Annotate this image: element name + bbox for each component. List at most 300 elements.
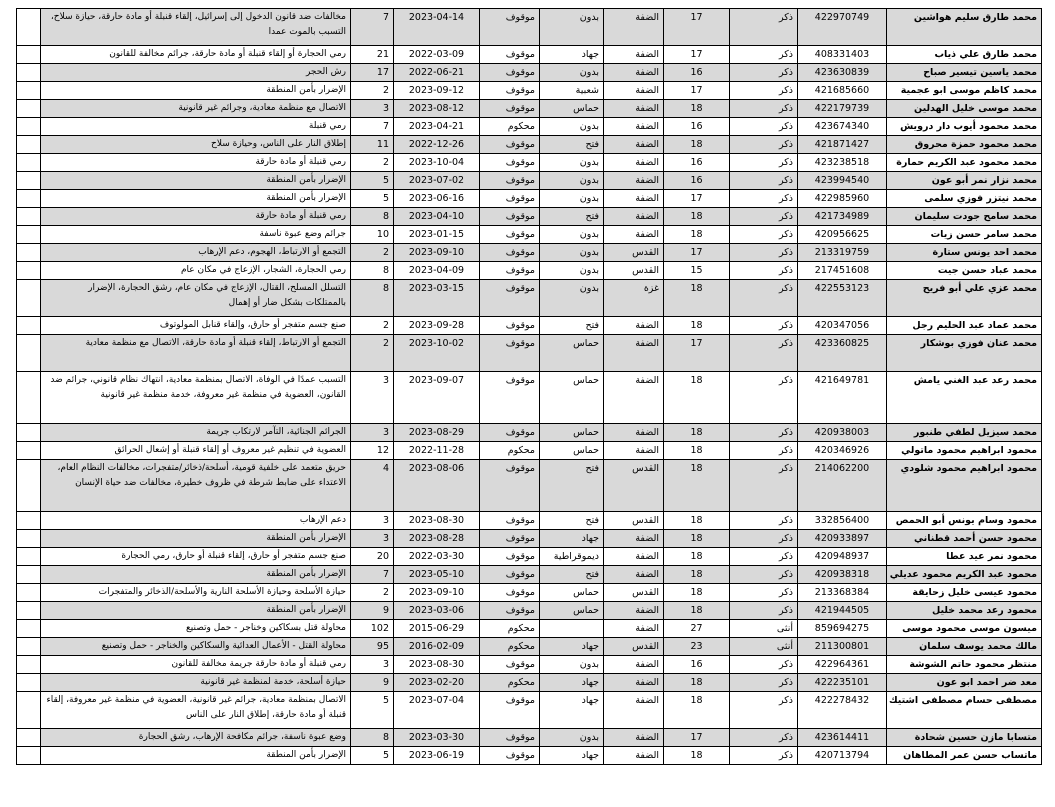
blank-margin-cell [17,172,41,190]
id-number-cell: 423674340 [798,118,887,136]
arrest-date-cell: 2023-08-06 [394,460,480,512]
arrest-date-cell: 2023-09-07 [394,372,480,424]
gender-cell: ذكر [730,118,798,136]
age-cell: 17 [664,46,730,64]
count-cell: 2 [351,335,394,372]
arrest-date-cell: 2023-04-09 [394,262,480,280]
blank-margin-cell [17,566,41,584]
arrest-date-cell: 2023-03-30 [394,729,480,747]
region-cell: الضفة [604,656,664,674]
detainee-name-cell: محمد طارق سليم هواشين [887,9,1042,46]
charges-cell: رمي الحجارة، الشجار، الإزعاج في مكان عام [41,262,351,280]
table-row [17,226,1042,244]
table-row [17,100,1042,118]
status-cell: موقوف [480,190,540,208]
table-row [17,372,1042,424]
detainee-name-cell: محمد محمود عبد الكريم حمارة [887,154,1042,172]
blank-margin-cell [17,512,41,530]
age-cell: 16 [664,154,730,172]
table-row [17,317,1042,335]
detainee-name-cell: متسابا مازن حسين شحادة [887,729,1042,747]
status-cell: موقوف [480,100,540,118]
table-row [17,512,1042,530]
arrest-date-cell: 2022-12-26 [394,136,480,154]
table-row [17,190,1042,208]
status-cell: محكوم [480,442,540,460]
blank-margin-cell [17,190,41,208]
blank-margin-cell [17,442,41,460]
age-cell: 17 [664,335,730,372]
affiliation-cell: جهاد [540,638,604,656]
detainee-name-cell: محمد سيزيل لطفي طنبور [887,424,1042,442]
blank-margin-cell [17,100,41,118]
affiliation-cell: فتح [540,460,604,512]
age-cell: 17 [664,190,730,208]
affiliation-cell: بدون [540,172,604,190]
gender-cell: ذكر [730,82,798,100]
id-number-cell: 213368384 [798,584,887,602]
table-body [17,9,1042,765]
status-cell: موقوف [480,584,540,602]
arrest-date-cell: 2023-06-19 [394,747,480,765]
id-number-cell: 422179739 [798,100,887,118]
region-cell: الضفة [604,442,664,460]
affiliation-cell: بدون [540,656,604,674]
arrest-date-cell: 2023-08-30 [394,656,480,674]
gender-cell: ذكر [730,190,798,208]
table-row [17,9,1042,46]
gender-cell: أنثى [730,638,798,656]
age-cell: 18 [664,602,730,620]
region-cell: الضفة [604,118,664,136]
gender-cell: ذكر [730,317,798,335]
status-cell: محكوم [480,620,540,638]
age-cell: 17 [664,9,730,46]
gender-cell: ذكر [730,584,798,602]
region-cell: القدس [604,244,664,262]
id-number-cell: 420938318 [798,566,887,584]
affiliation-cell: بدون [540,226,604,244]
region-cell: الضفة [604,82,664,100]
table-row [17,442,1042,460]
table-row [17,82,1042,100]
charges-cell: صنع جسم متفجر أو حارق، وإلقاء قنابل المولوتوف [41,317,351,335]
age-cell: 18 [664,442,730,460]
blank-margin-cell [17,46,41,64]
region-cell: الضفة [604,424,664,442]
charges-cell: الإضرار بأمن المنطقة [41,172,351,190]
detainee-name-cell: محمد عباد حسن جيت [887,262,1042,280]
blank-margin-cell [17,674,41,692]
gender-cell: أنثى [730,620,798,638]
arrest-date-cell: 2023-02-20 [394,674,480,692]
id-number-cell: 420347056 [798,317,887,335]
charges-cell: دعم الإرهاب [41,512,351,530]
table-row [17,747,1042,765]
count-cell: 2 [351,154,394,172]
age-cell: 17 [664,729,730,747]
charges-cell: رمي قنبلة أو مادة حارقة [41,154,351,172]
region-cell: الضفة [604,208,664,226]
count-cell: 8 [351,262,394,280]
charges-cell: مخالفات ضد قانون الدخول إلى إسرائيل، إلقاء قنبلة أو مادة حارقة، حيازة سلاح، التسبب بالموت عمدا [41,9,351,46]
count-cell: 12 [351,442,394,460]
count-cell: 11 [351,136,394,154]
region-cell: الضفة [604,64,664,82]
detainee-name-cell: محمد نيتزر فوزي سلمى [887,190,1042,208]
blank-margin-cell [17,638,41,656]
age-cell: 18 [664,692,730,729]
charges-cell: رمي الحجارة أو إلقاء قنبلة أو مادة حارقة، جرائم مخالفة للقانون [41,46,351,64]
id-number-cell: 422985960 [798,190,887,208]
affiliation-cell: جهاد [540,747,604,765]
gender-cell: ذكر [730,530,798,548]
charges-cell: التجمع أو الارتباط، الهجوم، دعم الإرهاب [41,244,351,262]
arrest-date-cell: 2023-09-12 [394,82,480,100]
charges-cell: وضع عبوة ناسفة، جرائم مكافحة الإرهاب، رشق الحجارة [41,729,351,747]
blank-margin-cell [17,118,41,136]
detainee-name-cell: محمد طارق علي ذياب [887,46,1042,64]
detainee-name-cell: ميسون موسى محمود موسى [887,620,1042,638]
id-number-cell: 421649781 [798,372,887,424]
status-cell: موقوف [480,692,540,729]
status-cell: موقوف [480,372,540,424]
status-cell: موقوف [480,530,540,548]
blank-margin-cell [17,9,41,46]
age-cell: 18 [664,566,730,584]
status-cell: موقوف [480,46,540,64]
count-cell: 3 [351,530,394,548]
detainee-name-cell: محمد سامر حسن زيات [887,226,1042,244]
arrest-date-cell: 2023-06-16 [394,190,480,208]
arrest-date-cell: 2022-11-28 [394,442,480,460]
charges-cell: الجرائم الجنائية، التآمر لارتكاب جريمة [41,424,351,442]
affiliation-cell: فتح [540,512,604,530]
status-cell: موقوف [480,512,540,530]
count-cell: 2 [351,584,394,602]
region-cell: القدس [604,512,664,530]
region-cell: الضفة [604,226,664,244]
region-cell: الضفة [604,46,664,64]
arrest-date-cell: 2023-07-04 [394,692,480,729]
age-cell: 18 [664,424,730,442]
charges-cell: الاتصال مع منظمة معادية، وجرائم غير قانونية [41,100,351,118]
table-row [17,548,1042,566]
status-cell: موقوف [480,460,540,512]
status-cell: موقوف [480,280,540,317]
arrest-date-cell: 2023-09-10 [394,244,480,262]
detainee-name-cell: محمد عزي علي أبو فريح [887,280,1042,317]
status-cell: موقوف [480,747,540,765]
arrest-date-cell: 2023-10-02 [394,335,480,372]
region-cell: الضفة [604,729,664,747]
region-cell: الضفة [604,372,664,424]
status-cell: موقوف [480,226,540,244]
status-cell: موقوف [480,566,540,584]
affiliation-cell: حماس [540,335,604,372]
affiliation-cell: حماس [540,442,604,460]
gender-cell: ذكر [730,424,798,442]
age-cell: 18 [664,460,730,512]
table-row [17,424,1042,442]
table-row [17,620,1042,638]
blank-margin-cell [17,692,41,729]
charges-cell: رش الحجر [41,64,351,82]
arrest-date-cell: 2023-01-15 [394,226,480,244]
charges-cell: التسلل المسلح، القتال، الإزعاج في مكان عام، رشق الحجارة، الإضرار بالممتلكات بشكل ضار أو إهمال [41,280,351,317]
arrest-date-cell: 2023-08-12 [394,100,480,118]
table-row [17,208,1042,226]
arrest-date-cell: 2022-03-09 [394,46,480,64]
charges-cell: التسبب عمدًا في الوفاة، الاتصال بمنظمة معادية، انتهاك نظام قانوني، جرائم ضد القانون، العضوية في منظمة غير معروفة، خدمة منظمة غير قانونية [41,372,351,424]
detainee-name-cell: محمود ابراهيم محمود شلودي [887,460,1042,512]
blank-margin-cell [17,602,41,620]
detainee-name-cell: محمود عبد الكريم محمود عديلي [887,566,1042,584]
gender-cell: ذكر [730,674,798,692]
detainee-name-cell: محمود رعد محمد خليل [887,602,1042,620]
affiliation-cell: جهاد [540,530,604,548]
charges-cell: رمي قنبلة أو مادة حارقة [41,208,351,226]
affiliation-cell: بدون [540,729,604,747]
blank-margin-cell [17,335,41,372]
arrest-date-cell: 2022-03-30 [394,548,480,566]
count-cell: 10 [351,226,394,244]
table-row [17,729,1042,747]
id-number-cell: 420346926 [798,442,887,460]
age-cell: 18 [664,317,730,335]
age-cell: 16 [664,64,730,82]
region-cell: الضفة [604,530,664,548]
count-cell: 5 [351,747,394,765]
charges-cell: محاولة قتل بسكاكين وخناجر - حمل وتصنيع [41,620,351,638]
table-row [17,244,1042,262]
count-cell: 5 [351,190,394,208]
id-number-cell: 214062200 [798,460,887,512]
affiliation-cell: بدون [540,280,604,317]
gender-cell: ذكر [730,280,798,317]
status-cell: موقوف [480,64,540,82]
table-row [17,154,1042,172]
detainee-name-cell: محمد احد يونس ستارة [887,244,1042,262]
gender-cell: ذكر [730,46,798,64]
blank-margin-cell [17,64,41,82]
affiliation-cell: جهاد [540,674,604,692]
region-cell: الضفة [604,602,664,620]
charges-cell: الإضرار بأمن المنطقة [41,190,351,208]
count-cell: 17 [351,64,394,82]
id-number-cell: 420933897 [798,530,887,548]
region-cell: الضفة [604,692,664,729]
age-cell: 23 [664,638,730,656]
detainee-name-cell: محمد ياسين تيسير صباح [887,64,1042,82]
gender-cell: ذكر [730,656,798,674]
status-cell: موقوف [480,335,540,372]
detainee-name-cell: محمد رعد عبد الغني يامش [887,372,1042,424]
age-cell: 18 [664,226,730,244]
affiliation-cell: بدون [540,244,604,262]
charges-cell: الإضرار بأمن المنطقة [41,530,351,548]
arrest-date-cell: 2023-07-02 [394,172,480,190]
region-cell: الضفة [604,100,664,118]
affiliation-cell: بدون [540,262,604,280]
age-cell: 18 [664,674,730,692]
charges-cell: الاتصال بمنظمة معادية، جرائم غير قانونية، العضوية في منظمة غير معروفة، إلقاء قنبلة أو مادة حارقة، إطلاق النار على الناس [41,692,351,729]
count-cell: 7 [351,566,394,584]
detainee-name-cell: محمد كاظم موسى ابو عجمية [887,82,1042,100]
affiliation-cell: شعبية [540,82,604,100]
charges-cell: حيازة أسلحة، خدمة لمنظمة غير قانونية [41,674,351,692]
region-cell: الضفة [604,136,664,154]
age-cell: 18 [664,512,730,530]
gender-cell: ذكر [730,512,798,530]
detainee-name-cell: منتظر محمود حاتم الشوشة [887,656,1042,674]
count-cell: 7 [351,118,394,136]
charges-cell: الإضرار بأمن المنطقة [41,82,351,100]
affiliation-cell: فتح [540,317,604,335]
affiliation-cell [540,620,604,638]
id-number-cell: 420948937 [798,548,887,566]
region-cell: الضفة [604,620,664,638]
detainee-name-cell: ماتساب حسن عمر المطاهان [887,747,1042,765]
status-cell: موقوف [480,82,540,100]
count-cell: 3 [351,656,394,674]
gender-cell: ذكر [730,566,798,584]
region-cell: القدس [604,460,664,512]
status-cell: محكوم [480,118,540,136]
gender-cell: ذكر [730,602,798,620]
count-cell: 2 [351,82,394,100]
arrest-date-cell: 2016-02-09 [394,638,480,656]
count-cell: 102 [351,620,394,638]
arrest-date-cell: 2023-04-10 [394,208,480,226]
id-number-cell: 421685660 [798,82,887,100]
status-cell: موقوف [480,262,540,280]
detainee-name-cell: محمود وسام يونس أبو الحمص [887,512,1042,530]
charges-cell: رمي قنبلة أو مادة حارقة جريمة مخالفة للقانون [41,656,351,674]
count-cell: 20 [351,548,394,566]
age-cell: 18 [664,530,730,548]
status-cell: موقوف [480,656,540,674]
affiliation-cell: بدون [540,9,604,46]
table-row [17,602,1042,620]
detainee-name-cell: محمد عنان فوزي بوشكار [887,335,1042,372]
affiliation-cell: حماس [540,372,604,424]
region-cell: الضفة [604,172,664,190]
blank-margin-cell [17,208,41,226]
id-number-cell: 421734989 [798,208,887,226]
arrest-date-cell: 2015-06-29 [394,620,480,638]
count-cell: 3 [351,512,394,530]
detainee-name-cell: محمد عماد عبد الحليم رجل [887,317,1042,335]
table-row [17,46,1042,64]
age-cell: 18 [664,100,730,118]
charges-cell: إطلاق النار على الناس، وحيازة سلاح [41,136,351,154]
affiliation-cell: حماس [540,602,604,620]
status-cell: موقوف [480,729,540,747]
count-cell: 8 [351,729,394,747]
age-cell: 18 [664,372,730,424]
id-number-cell: 423360825 [798,335,887,372]
region-cell: الضفة [604,154,664,172]
detainee-name-cell: محمود نمر عيد عطا [887,548,1042,566]
detainee-name-cell: محمد سامح جودت سليمان [887,208,1042,226]
table-row [17,460,1042,512]
affiliation-cell: بدون [540,154,604,172]
charges-cell: رمي قنبلة [41,118,351,136]
table-row [17,64,1042,82]
table-row [17,118,1042,136]
status-cell: موقوف [480,208,540,226]
region-cell: الضفة [604,190,664,208]
age-cell: 27 [664,620,730,638]
blank-margin-cell [17,656,41,674]
region-cell: الضفة [604,548,664,566]
affiliation-cell: حماس [540,424,604,442]
count-cell: 5 [351,692,394,729]
id-number-cell: 422964361 [798,656,887,674]
count-cell: 2 [351,244,394,262]
region-cell: الضفة [604,566,664,584]
id-number-cell: 422278432 [798,692,887,729]
age-cell: 18 [664,584,730,602]
count-cell: 3 [351,372,394,424]
charges-cell: صنع جسم متفجر أو حارق، إلقاء قنبلة أو حارق، رمي الحجارة [41,548,351,566]
blank-margin-cell [17,729,41,747]
gender-cell: ذكر [730,747,798,765]
affiliation-cell: حماس [540,584,604,602]
count-cell: 8 [351,280,394,317]
id-number-cell: 332856400 [798,512,887,530]
blank-margin-cell [17,372,41,424]
table-row [17,692,1042,729]
affiliation-cell: فتح [540,566,604,584]
status-cell: محكوم [480,638,540,656]
gender-cell: ذكر [730,172,798,190]
count-cell: 21 [351,46,394,64]
blank-margin-cell [17,280,41,317]
arrest-date-cell: 2023-08-30 [394,512,480,530]
table-row [17,280,1042,317]
status-cell: موقوف [480,172,540,190]
table-row [17,530,1042,548]
age-cell: 18 [664,548,730,566]
detainee-name-cell: محمد نزار نمر أبو عون [887,172,1042,190]
blank-margin-cell [17,530,41,548]
id-number-cell: 422553123 [798,280,887,317]
arrest-date-cell: 2023-10-04 [394,154,480,172]
table-row [17,584,1042,602]
blank-margin-cell [17,244,41,262]
blank-margin-cell [17,548,41,566]
count-cell: 9 [351,674,394,692]
region-cell: القدس [604,638,664,656]
id-number-cell: 217451608 [798,262,887,280]
blank-margin-cell [17,747,41,765]
status-cell: موقوف [480,136,540,154]
table-row [17,262,1042,280]
gender-cell: ذكر [730,460,798,512]
detainee-name-cell: محمود حسن أحمد قطناني [887,530,1042,548]
gender-cell: ذكر [730,9,798,46]
region-cell: الضفة [604,9,664,46]
detainee-name-cell: محمد محمود حمزة محروق [887,136,1042,154]
arrest-date-cell: 2023-05-10 [394,566,480,584]
region-cell: غزة [604,280,664,317]
detainee-table [16,8,1042,765]
blank-margin-cell [17,584,41,602]
status-cell: محكوم [480,674,540,692]
gender-cell: ذكر [730,729,798,747]
